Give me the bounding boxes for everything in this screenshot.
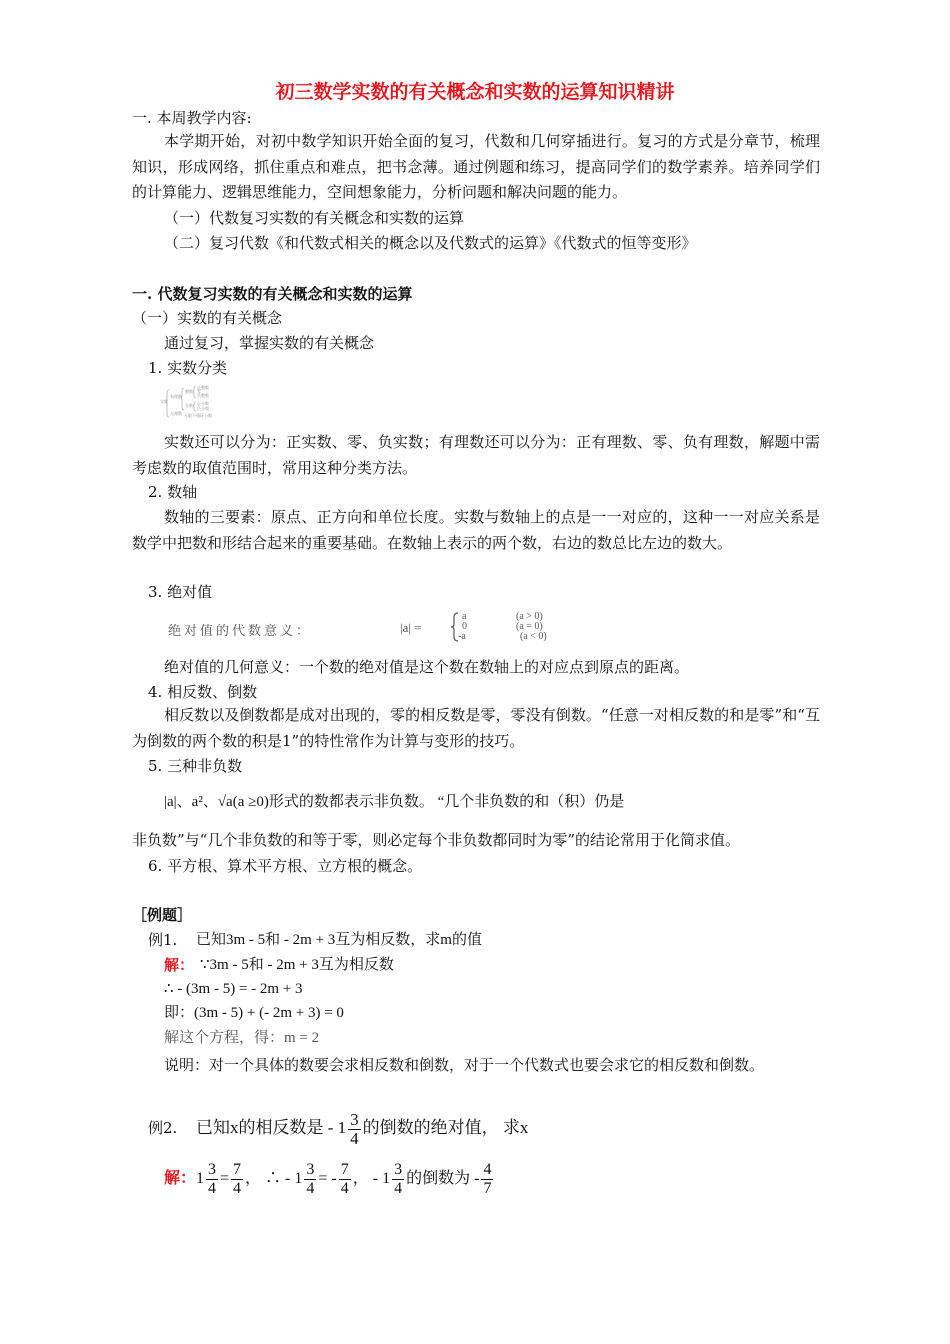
section-2-heading: 一. 代数复习实数的有关概念和实数的运算 (132, 285, 413, 303)
absolute-value-lhs: |a| = (400, 620, 422, 635)
example-1-solution-label: 解： (164, 956, 195, 974)
subsection-1-text: 通过复习，掌握实数的有关概念 (164, 334, 375, 352)
example-2-question (196, 1108, 528, 1148)
case-3-condition: (a < 0) (520, 631, 547, 642)
point-4-label: 4. 相反数、倒数 (148, 683, 258, 701)
page-title: 初三数学实数的有关概念和实数的运算知识精讲 (275, 81, 675, 103)
example-1-step-1: ∵3m - 5和 - 2m + 3互为相反数 (200, 957, 394, 973)
section-1-intro: 本学期开始，对初中数学知识开始全面的复习，代数和几何穿插进行。复习的方式是分章节，梳理知识，形成网络，抓住重点和难点，把书念薄。通过例题和练习，提高同学们的数学素养。培养同学们的计算能力、逻辑思维能力，空间想象能力，分析问题和解决问题的能力。 (132, 132, 820, 201)
example-1-note: 说明：对一个具体的数要会求相反数和倒数，对于一个代数式也要会求它的相反数和倒数。 (164, 1056, 765, 1074)
fraction-e-num: 3 (394, 1160, 403, 1178)
fraction-a-den: 4 (208, 1179, 217, 1197)
negative-mixed-segment: ， - 1 (352, 1170, 391, 1187)
example-1-step-3: 即：(3m - 5) + (- 2m + 3) = 0 (164, 1005, 344, 1021)
section-1-heading: 一. 本周教学内容: (132, 109, 252, 127)
example-2-solution (164, 1158, 495, 1199)
section-1-item-1: （一）代数复习实数的有关概念和实数的运算 (164, 209, 465, 227)
fraction-numerator: 3 (350, 1109, 359, 1129)
reciprocal-segment: 的倒数为 - (406, 1170, 480, 1187)
fraction-d-num: 7 (340, 1160, 349, 1178)
classification-leaf-1: 正整数 (197, 385, 209, 390)
fraction-denominator: 4 (350, 1128, 359, 1148)
case-3-value: -a (458, 631, 466, 642)
point-4-text: 相反数以及倒数都是成对出现的，零的相反数是零，零没有倒数。“任意一对相反数的和是零”和“互为倒数的两个数的积是1”的特性常作为计算与变形的技巧。 (132, 706, 820, 750)
classification-integer: 整数 (185, 389, 193, 394)
fraction-d-den: 4 (340, 1179, 349, 1197)
case-2-value: 0 (462, 621, 467, 632)
case-1-condition: (a > 0) (516, 611, 543, 622)
point-6-label: 6. 平方根、算术平方根、立方根的概念。 (148, 857, 423, 875)
example-2-solution-label: 解： (164, 1168, 197, 1187)
classification-root: 实数 (160, 399, 168, 404)
fraction-b (231, 1161, 243, 1198)
point-3-text: 绝对值的几何意义：一个数的绝对值是这个数在数轴上的对应点到原点的距离。 (164, 658, 690, 676)
classification-leaf-5: 负分数 (197, 406, 209, 411)
point-1-text: 实数还可以分为：正实数、零、负实数；有理数还可以分为：正有理数、零、负有理数，解题中需考虑数的取值范围时，常用这种分类方法。 (132, 433, 820, 477)
fraction-f (481, 1161, 493, 1198)
fraction-e (392, 1161, 404, 1198)
example-1-question: 已知3m - 5和 - 2m + 3互为相反数，求m的值 (196, 932, 482, 948)
equals-sign: = (220, 1170, 230, 1187)
fraction-f-num: 4 (483, 1160, 492, 1178)
fraction-e-den: 4 (394, 1179, 403, 1197)
equals-negative: = - (318, 1170, 337, 1187)
classification-irrational: 无理数 (170, 411, 182, 416)
absolute-value-formula-label: 绝对值的代数意义： (168, 624, 313, 639)
point-1-label: 1. 实数分类 (148, 359, 228, 377)
mixed-whole-1: 1 (196, 1170, 205, 1187)
fraction-c-den: 4 (306, 1179, 315, 1197)
classification-leaf-6: 无限不循环小数 (184, 413, 212, 418)
point-5-line-2: 非负数”与“几个非负数的和等于零，则必定每个非负数都同时为零”的结论常用于化简求值。 (132, 831, 741, 849)
example-1-step-4: 解这个方程，得：m = 2 (164, 1030, 320, 1046)
absolute-value-formula (168, 612, 598, 642)
fraction-c (304, 1161, 316, 1198)
fraction-a-num: 3 (208, 1160, 217, 1178)
classification-leaf-3: 负整数 (197, 393, 209, 398)
classification-fraction: 分数 (185, 403, 193, 408)
fraction-a (206, 1161, 218, 1198)
fraction-three-quarters (348, 1111, 361, 1148)
point-2-text: 数轴的三要素：原点、正方向和单位长度。实数与数轴上的点是一一对应的，这种一一对应关系是数学中把数和形结合起来的重要基础。在数轴上表示的两个数，右边的数总比左边的数大。 (132, 508, 820, 552)
point-2-label: 2. 数轴 (148, 483, 198, 501)
example-1-label: 例1. (148, 931, 178, 949)
point-5-line-1: |a|、a²、√a(a ≥0)形式的数都表示非负数。 “几个非负数的和（积）仍是 (164, 794, 625, 810)
point-3-label: 3. 绝对值 (148, 583, 213, 601)
section-1-item-2: （二）复习代数《和代数式相关的概念以及代数式的运算》《代数式的恒等变形》 (164, 234, 697, 252)
classification-leaf-2: 零 (197, 389, 201, 394)
case-2-condition: (a = 0) (516, 621, 543, 632)
fraction-b-den: 4 (233, 1179, 242, 1197)
subsection-1-heading: （一）实数的有关概念 (132, 309, 283, 327)
therefore-segment: ， ∴ - 1 (245, 1170, 303, 1187)
real-number-classification-diagram (160, 384, 242, 420)
examples-heading: ［例题］ (132, 906, 193, 924)
fraction-f-den: 7 (483, 1179, 492, 1197)
example-1-step-2: ∴ - (3m - 5) = - 2m + 3 (164, 981, 303, 997)
example-2-question-post: 的倒数的绝对值， 求x (362, 1118, 529, 1137)
classification-rational: 有理数 (170, 394, 182, 399)
case-1-value: a (462, 611, 467, 622)
fraction-d (339, 1161, 351, 1198)
example-2-label: 例2. (148, 1119, 178, 1137)
fraction-c-num: 3 (306, 1160, 315, 1178)
example-2-question-pre: 已知x的相反数是 - 1 (196, 1118, 347, 1137)
fraction-b-num: 7 (233, 1160, 242, 1178)
classification-leaf-4: 正分数 (197, 401, 209, 406)
point-5-label: 5. 三种非负数 (148, 757, 243, 775)
